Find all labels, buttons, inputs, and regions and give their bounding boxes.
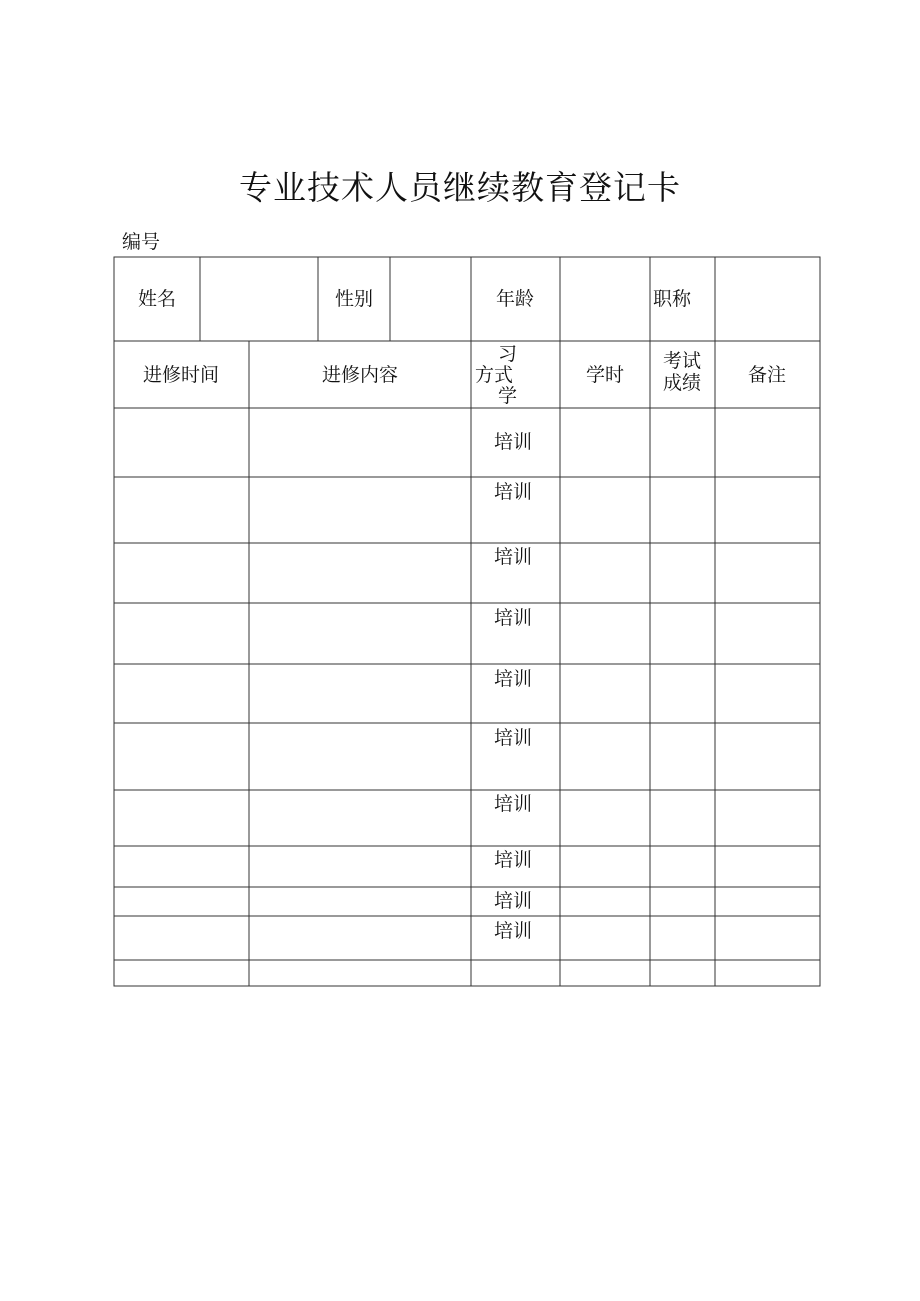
header-exam-score-line2: 成绩 — [662, 372, 702, 394]
record-method: 培训 — [493, 431, 533, 453]
age-label: 年龄 — [495, 288, 535, 310]
record-method: 培训 — [493, 793, 533, 815]
serial-number-label: 编号 — [122, 231, 161, 253]
record-method: 培训 — [493, 727, 533, 749]
record-method: 培训 — [493, 546, 533, 568]
gender-label: 性别 — [334, 288, 374, 310]
header-method-line1: 习 — [498, 343, 518, 365]
name-label: 姓名 — [137, 288, 177, 310]
header-exam-score — [663, 350, 701, 394]
header-method-line3: 学 — [498, 385, 518, 407]
header-credit-hours: 学时 — [585, 364, 625, 386]
record-method: 培训 — [493, 481, 533, 503]
header-remarks: 备注 — [747, 364, 787, 386]
header-exam-score-line1: 考试 — [662, 350, 702, 372]
header-study-time: 进修时间 — [142, 364, 220, 386]
record-method: 培训 — [493, 920, 533, 942]
record-method: 培训 — [493, 849, 533, 871]
table-outer-border — [114, 257, 820, 986]
record-method: 培训 — [493, 607, 533, 629]
record-method: 培训 — [493, 890, 533, 912]
header-study-content: 进修内容 — [321, 364, 399, 386]
professional-title-label: 职称 — [652, 288, 692, 310]
header-method-line2: 方式 — [475, 364, 514, 386]
page-title: 专业技术人员继续教育登记卡 — [239, 168, 681, 207]
record-method: 培训 — [493, 668, 533, 690]
